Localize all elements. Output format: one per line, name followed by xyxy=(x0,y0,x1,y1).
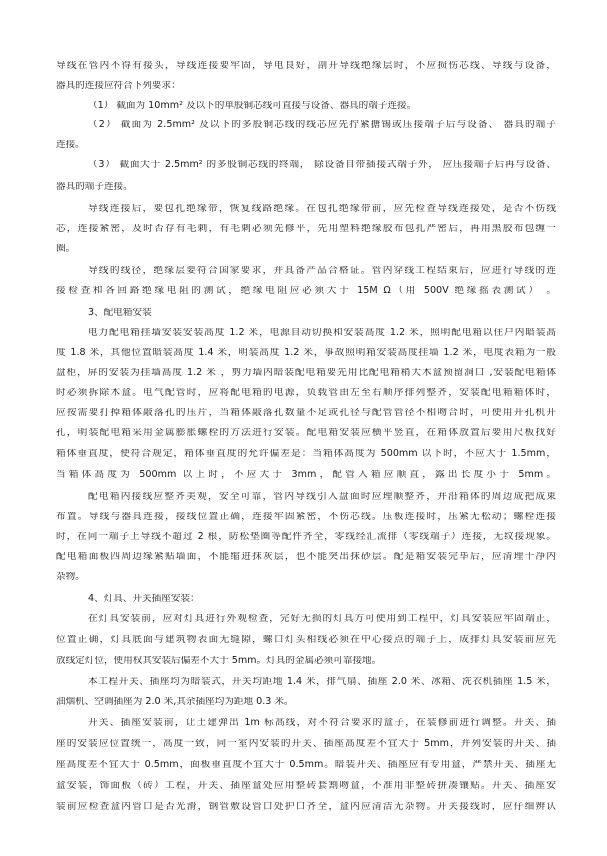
text-line: 装前应检查盒内管口是否光滑，钢管敷设管口处护口齐全，盒内应清洁无杂物。开关接线时，应仔细辨认 xyxy=(56,802,556,812)
text-line: 时必须拆除木盒。电气配管时，应将配电箱的电源，负载管由左至右顺序排列整齐，安装配电箱箱体时， xyxy=(56,388,556,398)
text-line: 配电箱内接线应整齐美观，安全可靠，管内导线引入盘面时应理顺整齐，并沿箱体的周边成把成束 xyxy=(88,492,556,502)
section-heading: 4、灯具、开关插座安装： xyxy=(88,594,200,604)
text-line: 度 1.8 米，其他位置暗装高度 1.4 米，明装高度 1.2 米，事故照明箱安装高度挂墙 1.2 米，电度表箱为一般 xyxy=(56,348,556,358)
list-item: （3） 截面大于 2.5mm² 的多股铜芯线的终端， 除设备自带插接式端子外， 应压接端子后再与设备、 xyxy=(88,160,556,170)
text-line: 放线定灯位，使用权其安装后偏差不大于 5mm。灯具的金属必须可靠接地。 xyxy=(56,656,382,666)
text-line: 座的安装应位置统一，高度一致，同一室内安装的开关、插座高度差不宜大于 5mm，并列安装的开关、插 xyxy=(56,739,556,749)
text-line: 开关、插座安装前，让土建弹出 1m 标高线，对不符合要求的盒子，在装修前进行调整。开关、插 xyxy=(88,718,556,728)
text-line: 杂物。 xyxy=(56,572,85,582)
text-line: 芯，连接紧密，及时否存有毛刺，有毛刺必须先修平，先用塑料绝缘胶布包扎严密后，再用黑胶布包缠一 xyxy=(56,224,556,234)
text-line: 导线连接后，要包扎绝缘带，恢复线路绝缘。在包扎绝缘带前，应先检查导线连接处，是否不伤线 xyxy=(88,204,556,214)
list-item: （2） 截面为 2.5mm² 及以下的多股铜芯线的线芯应先拧紧搪锡或压接端子后与设备、 器具的端子 xyxy=(88,120,556,130)
text-line: 在灯具安装前，应对灯具进行外观检查，完好无损的灯具方可使用到工程中，灯具安装应牢固端正， xyxy=(88,614,556,624)
text-line: 配电箱面板四周边缘紧贴墙面，不能缩进抹灰层，也不能突出抹砂层。配是箱安装完毕后，应清理干净内 xyxy=(56,552,556,562)
text-line: 器具的连接应符合下列要求： xyxy=(56,81,181,91)
text-line: 盘柜，屏的安装为挂墙高度 1.2 米 ，剪力墙内暗装配电箱要先用比配电箱稍大木盒预留洞口 ,安装配电箱体 xyxy=(56,368,556,378)
text-line: 连接。 xyxy=(56,140,85,150)
text-line: 时，在同一端子上导线不超过 2 根，防松垫圈等配件齐全，零线经汇流排（零线端子）连接，无纹接现象。 xyxy=(56,532,556,542)
text-line: 盒安装，饰面板（砖）工程，开关、插座盒处应用整砖套割吻盒，不准用非整砖拼凑镶贴。开关、插座安 xyxy=(56,781,556,791)
text-line: 座高度差不宜大于 0.5mm，面板垂直度不宜大于 0.5mm。暗装开关、插座应有专用盒，严禁开关、插座无 xyxy=(56,760,556,770)
text-line: 油烟机、空调插座为 2.0 米,其余插座均为距地 0.3 米。 xyxy=(56,697,294,707)
text-line: 导线的线径，绝缘层要符合国家要求，并具备产品合格证。管内穿线工程结束后，应进行导线的连 xyxy=(88,266,556,276)
text-line: 布置。导线与器具连接，接线位置正确，连接牢固紧密，不伤芯线。压板连接时，压紧无松动；螺栓连接 xyxy=(56,512,556,522)
text-line: 电力配电箱挂墙安装安装高度 1.2 米，电源自动切换和安装高度 1.2 米，照明配电箱以住户内暗装高 xyxy=(88,328,556,338)
text-line: 位置正确，灯具底面与建筑物表面无缝隙，螺口灯头相线必须在中心接点的端子上，成排灯具安装前应先 xyxy=(56,635,556,645)
text-line: 孔，明装配电箱采用金属膨胀螺栓的方法进行安装。配电箱安装应横平竖直，在箱体放置后要用尺板找好 xyxy=(56,428,556,438)
text-line: 箱体垂直度，使符合规定，箱体垂直度的允许偏差是：当箱体高度为 500mm 以下时，不应大于 1.5mm， xyxy=(56,449,556,459)
text-line: 本工程开关、插座均为暗装式，开关均距地 1.4 米，排气扇、插座 2.0 米、冰箱、洗衣机插座 1.5 米， xyxy=(88,677,556,687)
list-item: （1） 截面为 10mm² 及以下的单股铜芯线可直接与设备、器具的端子连接。 xyxy=(88,101,417,111)
text-line: 应按需要打掉箱体敲落孔的压片，当箱体敲落孔数量不足或孔径与配管管径不相吻合时，可使用开孔机开 xyxy=(56,408,556,418)
text-line: 器具的端子连接。 xyxy=(56,182,133,192)
text-line: 圈。 xyxy=(56,244,76,254)
text-line: 导线在管内不得有接头，导线连接要牢固，导电良好，剖开导线绝缘层时，不应损伤芯线、导线与设备， xyxy=(56,61,556,71)
text-line: 当箱体高度为 500mm 以上时，不应大于 3mm，配管入箱应顺直，露出长度小于 5mm。 xyxy=(56,470,556,480)
section-heading: 3、配电箱安装 xyxy=(88,308,152,318)
text-line: 接检查和各回路绝缘电阻的测试，绝缘电阻应必须大于 15M Ω（用 500V 绝缘摇表测试） 。 xyxy=(56,286,556,296)
